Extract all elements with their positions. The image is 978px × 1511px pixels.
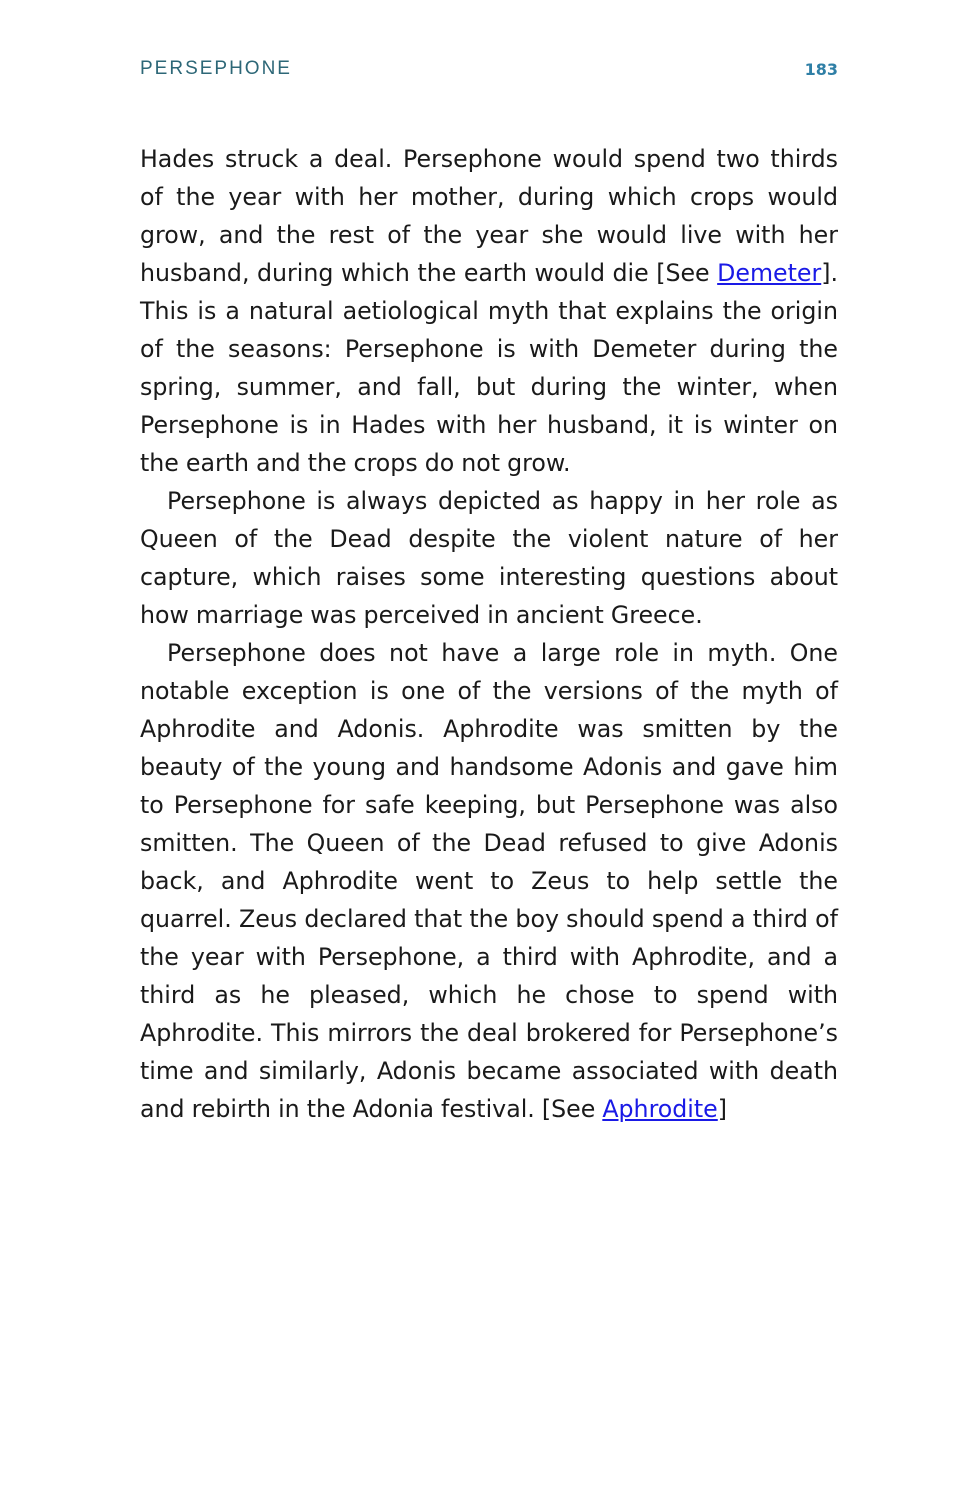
running-header (140, 58, 838, 84)
paragraph-3 (140, 634, 838, 1128)
aphrodite-link[interactable]: Aphrodite (602, 1095, 718, 1123)
page-number: 183 (804, 60, 838, 79)
running-title: PERSEPHONE (140, 58, 292, 79)
paragraph-3-text-end: ] (717, 1095, 728, 1123)
paragraph-3-text-start: Persephone does not have a large role in myth. One notable exception is one of the versions of the myth of Aphrodite and Adonis. Aphrodite was smitten by the beauty of the young and handsome Adonis and gave him to Persephone for safe keeping, but Persephone was also smitten. The Queen of the Dead refused to give Adonis back, and Aphrodite went to Zeus to help settle the quarrel. Zeus declared that the boy should spend a third of the year with Persephone, a third with Aphrodite, and a third as he pleased, which he chose to spend with Aphrodite. This mirrors the deal brokered for Persephone’s time and similarly, Adonis became associated with death and rebirth in the Adonia festival. [See (140, 639, 838, 1123)
demeter-link[interactable]: Demeter (717, 259, 822, 287)
body-text (140, 140, 838, 1128)
paragraph-2: Persephone is always depicted as happy in her role as Queen of the Dead despite the violent nature of her capture, which raises some interesting questions about how marriage was perceived in ancient Greece. (140, 487, 838, 629)
paragraph-1-text-start: Hades struck a deal. Persephone would spend two thirds of the year with her mother, during which crops would grow, and the rest of the year she would live with her husband, during which the earth would die [See (140, 145, 838, 287)
paragraph-1-text-end: ]. This is a natural aetiological myth that explains the origin of the seasons: Persephone is with Demeter during the spring, summer, and fall, but during the winter, when Persephone is in Hades with her husband, it is winter on the earth and the crops do not grow. (140, 259, 838, 477)
paragraph-1 (140, 140, 838, 482)
